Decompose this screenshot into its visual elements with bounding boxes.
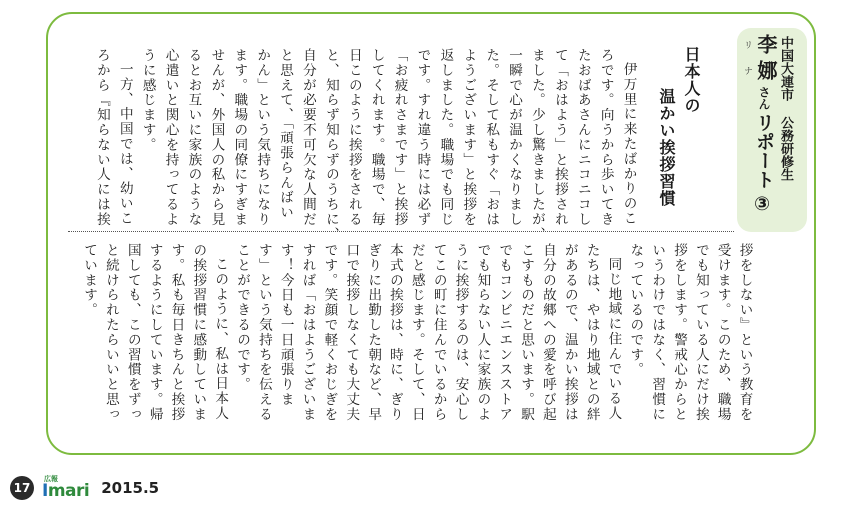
text-column: ぎりに出勤した朝など、早: [365, 243, 382, 422]
text-column: 「お疲れさまです」と挨拶: [391, 48, 408, 227]
footer: [10, 474, 159, 502]
ruby-li: リ: [742, 40, 752, 49]
title-line-2: 温かい挨拶習慣: [657, 88, 676, 207]
text-column: うに感じます。: [139, 48, 156, 153]
text-column: です。笑顔で軽くおじぎを: [321, 243, 338, 422]
text-column: 口で挨拶しなくても大丈夫: [343, 243, 360, 422]
author-name-na: 娜: [754, 60, 778, 80]
text-column: でも知らない人に家族のよ: [474, 243, 491, 422]
text-column: ようございます」と挨拶を: [460, 48, 477, 227]
text-column: うに挨拶するのは、安心し: [452, 243, 469, 422]
text-column: るとお互いに家族のような: [185, 48, 202, 227]
author-san: さん: [757, 86, 771, 110]
text-column: してくれます。職場で、毎: [368, 48, 385, 227]
text-column: と、知らず知らずのうちに、: [322, 48, 339, 242]
text-column: 一方、中国では、幼いこ: [116, 62, 133, 226]
text-column: 受けます。このため、職場: [714, 243, 731, 422]
text-column: です。すれ違う時には必ず: [414, 48, 431, 227]
text-column: ことができるのです。: [234, 243, 251, 392]
text-column: 同じ地域に住んでいる人: [605, 257, 622, 421]
text-column: 拶をしない』という教育を: [736, 243, 753, 422]
logo-small-text: 広報: [44, 475, 58, 483]
text-column: の挨拶習慣に感動していま: [190, 243, 207, 422]
text-column: でもコンビニエンスストア: [496, 243, 513, 422]
logo-rest-letters: mari: [47, 481, 90, 501]
text-column: なっているのです。: [627, 243, 644, 378]
text-column: いうわけではなく、習慣に: [649, 243, 666, 422]
text-column: 伊万里に来たばかりのこ: [620, 62, 637, 226]
ruby-na: ナ: [742, 66, 752, 75]
text-column: て「おはよう」と挨拶され: [551, 48, 568, 227]
text-column: 返しました。職場でも同じ: [437, 48, 454, 227]
text-column: ろから『知らない人には挨: [93, 48, 110, 227]
text-column: す！今日も一日頑張りま: [277, 243, 294, 407]
text-column: ます。職場の同僚にすぎま: [231, 48, 248, 227]
text-column: す」という気持ちを伝える: [255, 243, 272, 422]
text-column: てこの町に住んでいるから: [430, 243, 447, 422]
text-column: 本式の挨拶は、時に、ぎり: [386, 243, 403, 422]
text-column: たおばあさんにニコニコし: [574, 48, 591, 227]
text-column: ました。少し驚きましたが、: [528, 48, 545, 242]
page-number: 17: [10, 476, 34, 500]
text-column: でも知っている人にだけ挨: [692, 243, 709, 422]
text-column: と続けられたらいいと思っ: [102, 243, 119, 422]
affiliation: 中国大連市 公務研修生: [778, 36, 793, 181]
report-label: リポート: [753, 113, 775, 189]
text-column: このように、私は日本人: [212, 257, 229, 421]
text-column: と思えて、「頑張らんばい: [277, 48, 294, 220]
imari-logo: [42, 476, 89, 500]
title-line-1: 日本人の: [682, 46, 701, 114]
text-column: があるので、温かい挨拶は: [561, 243, 578, 422]
author-name-li: 李: [754, 34, 778, 54]
text-column: だと感じます。そして、日: [408, 243, 425, 422]
text-column: 日このように挨拶をされる: [345, 48, 362, 227]
text-column: 自分の故郷への愛を呼び起: [539, 243, 556, 422]
text-column: 国しても、この習慣をずっ: [124, 243, 141, 422]
text-column: かん」という気持ちになり: [254, 48, 271, 227]
text-column: す。私も毎日きちんと挨拶: [168, 243, 185, 422]
text-column: 心遣いと関心を持ってるよ: [162, 48, 179, 227]
text-column: ろです。向うから歩いてき: [597, 48, 614, 227]
logo-first-letter: I: [42, 481, 48, 501]
text-column: たちは、やはり地域との絆: [583, 243, 600, 422]
section-divider: [68, 231, 734, 232]
text-column: するようにしています。帰: [146, 243, 163, 422]
logo-main-text: [42, 483, 89, 500]
text-column: 拶をします。警戒心からと: [671, 243, 688, 422]
text-column: 自分が必要不可欠な人間だ: [299, 48, 316, 227]
issue-date: 2015.5: [101, 479, 160, 497]
report-number: ③: [751, 193, 773, 215]
text-column: 一瞬で心が温かくなりまし: [506, 48, 523, 227]
text-column: すれば「おはようございま: [299, 243, 316, 422]
text-column: ています。: [81, 243, 98, 318]
text-column: せんが、外国人の私から見: [208, 48, 225, 227]
text-column: こすものだと思います。駅: [518, 243, 535, 422]
text-column: た。そして私もすぐ「おは: [483, 48, 500, 227]
